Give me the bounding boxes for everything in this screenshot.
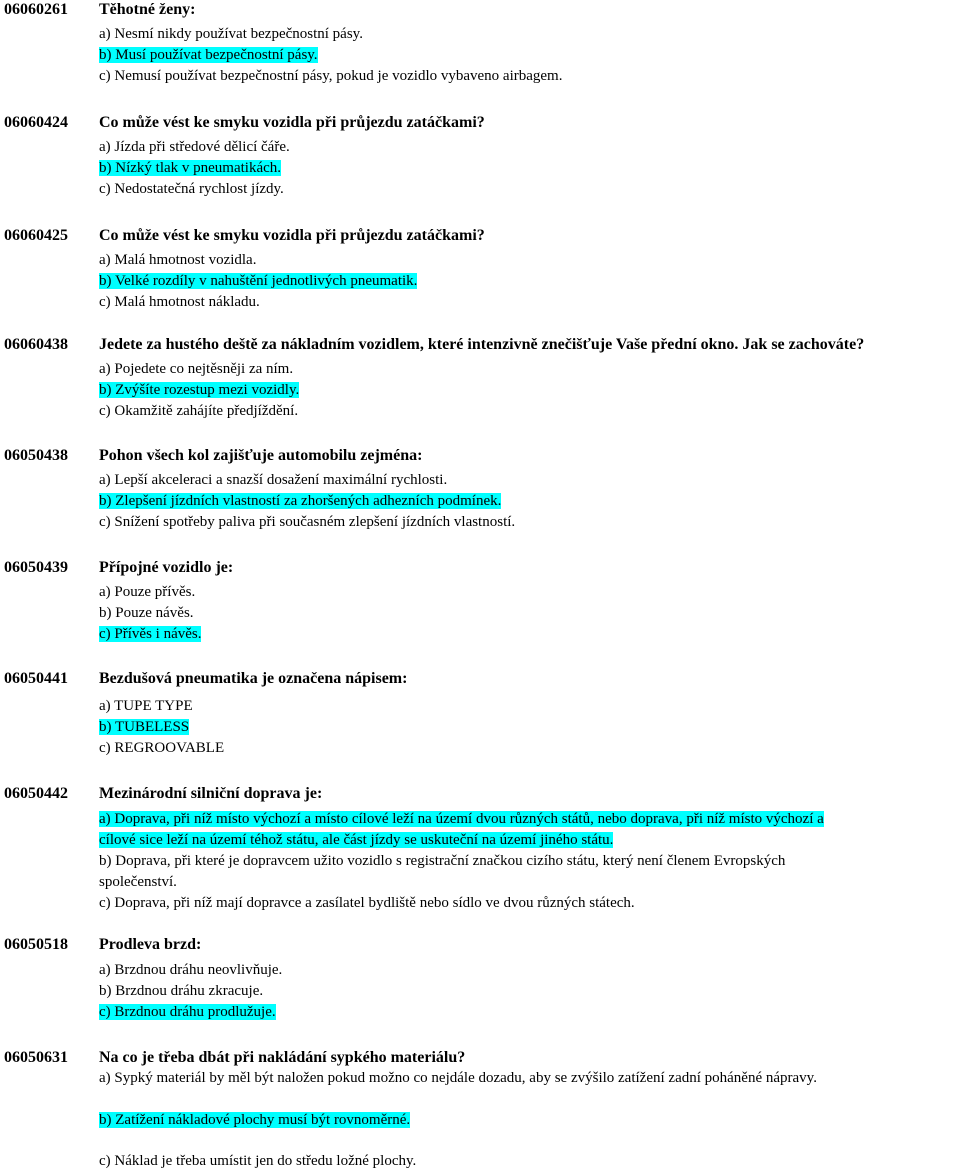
answer-b-correct: b) Zlepšení jízdních vlastností za zhoršených adhezních podmínek.	[99, 493, 502, 509]
answer-a: a) Nesmí nikdy používat bezpečnostní pásy.	[99, 26, 363, 42]
answer-a: a) Lepší akceleraci a snazší dosažení maximální rychlosti.	[99, 472, 448, 488]
question-text: Jedete za hustého deště za nákladním vozidlem, které intenzivně znečišťuje Vaše přední okno. Jak se zachováte?	[99, 336, 865, 353]
answer-a-correct: a) Doprava, při níž místo výchozí a místo cílové leží na území dvou různých států, nebo doprava, při níž místo výchozí a cílové sice leží na území téhož státu, ale část jízdy se uskuteční na území jiného státu.	[99, 811, 824, 848]
question-code: 06050441	[4, 670, 68, 687]
answer-c: c) Snížení spotřeby paliva při současném zlepšení jízdních vlastností.	[99, 514, 516, 530]
answer-c-correct: c) Přívěs i návěs.	[99, 626, 202, 642]
answer-c: c) Náklad je třeba umístit jen do středu ložné plochy.	[99, 1153, 417, 1169]
question-code: 06050439	[4, 559, 68, 576]
answer-b: b) Brzdnou dráhu zkracuje.	[99, 983, 264, 999]
answer-c: c) Nemusí používat bezpečnostní pásy, pokud je vozidlo vybaveno airbagem.	[99, 68, 563, 84]
question-code: 06050518	[4, 936, 68, 953]
question-text: Co může vést ke smyku vozidla při průjezdu zatáčkami?	[99, 227, 485, 244]
question-text: Na co je třeba dbát při nakládání sypkého materiálu?	[99, 1049, 466, 1066]
answer-a: a) Pouze přívěs.	[99, 584, 196, 600]
answer-b-correct: b) Velké rozdíly v nahuštění jednotlivých pneumatik.	[99, 273, 418, 289]
question-code: 06060424	[4, 114, 68, 131]
question-text: Prodleva brzd:	[99, 936, 202, 953]
question-code: 06050442	[4, 785, 68, 802]
answer-b: b) Pouze návěs.	[99, 605, 194, 621]
answer-a: a) Brzdnou dráhu neovlivňuje.	[99, 962, 283, 978]
answer-c-correct: c) Brzdnou dráhu prodlužuje.	[99, 1004, 276, 1020]
question-code: 06060261	[4, 1, 68, 18]
question-text: Těhotné ženy:	[99, 1, 196, 18]
question-text: Bezdušová pneumatika je označena nápisem:	[99, 670, 408, 687]
question-text: Co může vést ke smyku vozidla při průjezdu zatáčkami?	[99, 114, 485, 131]
answer-c: c) Doprava, při níž mají dopravce a zasílatel bydliště nebo sídlo ve dvou různých státech.	[99, 895, 635, 911]
answer-c: c) Okamžitě zahájíte předjíždění.	[99, 403, 299, 419]
answer-a: a) Sypký materiál by měl být naložen pokud možno co nejdále dozadu, aby se zvýšilo zatížení zadní poháněné nápravy.	[99, 1070, 817, 1086]
question-code: 06050438	[4, 447, 68, 464]
answer-a: a) Jízda při středové dělicí čáře.	[99, 139, 290, 155]
answer-c: c) Nedostatečná rychlost jízdy.	[99, 181, 284, 197]
answer-b-correct: b) Musí používat bezpečnostní pásy.	[99, 47, 318, 63]
answer-b: b) Doprava, při které je dopravcem užito vozidlo s registrační značkou cizího státu, který není členem Evropských společenství.	[99, 853, 786, 890]
answer-b-correct: b) Zatížení nákladové plochy musí být rovnoměrné.	[99, 1112, 411, 1128]
answer-c: c) REGROOVABLE	[99, 740, 225, 756]
answer-a: a) Malá hmotnost vozidla.	[99, 252, 257, 268]
question-text: Pohon všech kol zajišťuje automobilu zejména:	[99, 447, 423, 464]
answer-a: a) Pojedete co nejtěsněji za ním.	[99, 361, 294, 377]
question-code: 06050631	[4, 1049, 68, 1066]
answer-b-correct: b) Nízký tlak v pneumatikách.	[99, 160, 282, 176]
answer-b-correct: b) TUBELESS	[99, 719, 190, 735]
answer-b-correct: b) Zvýšíte rozestup mezi vozidly.	[99, 382, 300, 398]
answer-c: c) Malá hmotnost nákladu.	[99, 294, 260, 310]
question-code: 06060438	[4, 336, 68, 353]
question-code: 06060425	[4, 227, 68, 244]
answer-a: a) TUPE TYPE	[99, 698, 193, 714]
question-text: Přípojné vozidlo je:	[99, 559, 234, 576]
question-text: Mezinárodní silniční doprava je:	[99, 785, 323, 802]
